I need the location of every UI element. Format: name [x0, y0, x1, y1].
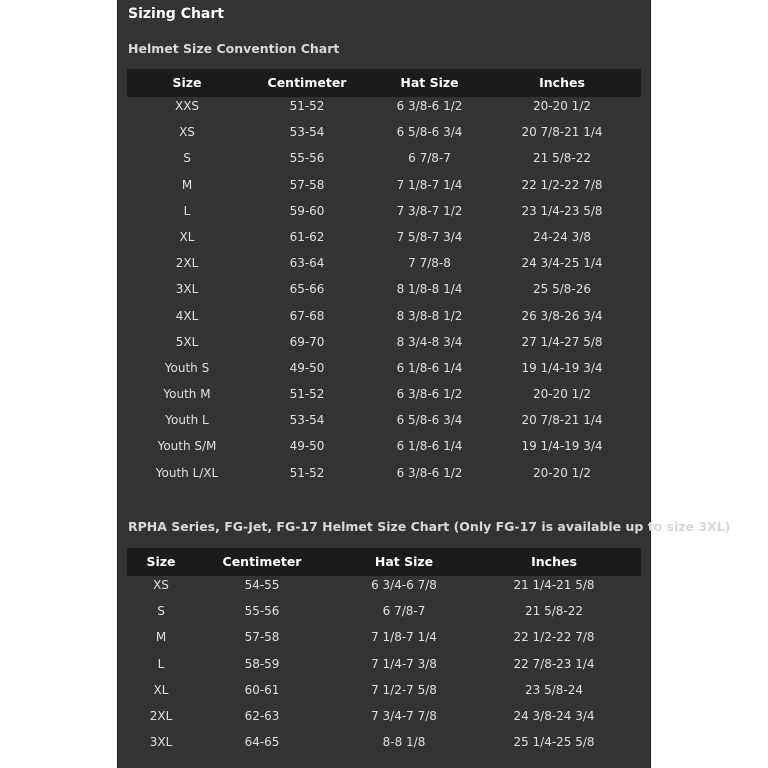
- cell-inches: 24-24 3/8: [533, 229, 591, 244]
- cell-inches: 27 1/4-27 5/8: [521, 334, 603, 349]
- table-row: [127, 149, 641, 175]
- cell-inches: 24 3/4-25 1/4: [521, 256, 603, 271]
- sizing-chart-panel: [117, 0, 731, 768]
- cell-inches: 23 5/8-24: [525, 682, 583, 697]
- page-title: Sizing Chart: [128, 6, 224, 22]
- cell-hat-size: 8 3/4-8 3/4: [396, 334, 463, 349]
- table-header: [127, 69, 641, 97]
- cell-centimeter: 53-54: [289, 413, 325, 428]
- cell-inches: 19 1/4-19 3/4: [521, 360, 603, 375]
- cell-inches: 24 3/8-24 3/4: [513, 708, 595, 723]
- cell-size: M: [155, 630, 167, 645]
- cell-size: S: [157, 604, 165, 619]
- cell-hat-size: 6 5/8-6 3/4: [396, 413, 463, 428]
- cell-size: 2XL: [149, 708, 173, 723]
- cell-hat-size: 8 1/8-8 1/4: [396, 282, 463, 297]
- cell-centimeter: 54-55: [244, 578, 280, 592]
- cell-inches: 21 1/4-21 5/8: [513, 578, 595, 592]
- table-row: [127, 437, 641, 463]
- table-body: [127, 97, 641, 490]
- cell-centimeter: 55-56: [289, 151, 325, 166]
- header-hat-size: Hat Size: [374, 554, 434, 569]
- cell-hat-size: 8 3/8-8 1/2: [396, 308, 463, 323]
- table-body: [127, 576, 641, 759]
- table-row: [127, 202, 641, 228]
- cell-hat-size: 6 3/8-6 1/2: [396, 99, 463, 113]
- cell-centimeter: 49-50: [289, 439, 325, 454]
- table-row: [127, 655, 641, 681]
- cell-inches: 22 1/2-22 7/8: [513, 630, 595, 645]
- cell-size: XS: [179, 125, 195, 140]
- table-row: [127, 411, 641, 437]
- cell-size: Youth S/M: [157, 439, 217, 454]
- cell-inches: 25 5/8-26: [533, 282, 591, 297]
- cell-hat-size: 6 5/8-6 3/4: [396, 125, 463, 140]
- table-row: [127, 681, 641, 707]
- cell-centimeter: 59-60: [289, 203, 325, 218]
- cell-centimeter: 62-63: [244, 708, 280, 723]
- cell-hat-size: 6 3/4-6 7/8: [371, 578, 437, 592]
- cell-centimeter: 55-56: [244, 604, 280, 619]
- header-centimeter: Centimeter: [267, 75, 347, 90]
- cell-inches: 23 1/4-23 5/8: [521, 203, 603, 218]
- cell-centimeter: 57-58: [289, 177, 325, 192]
- table-row: [127, 254, 641, 280]
- table-row: [127, 359, 641, 385]
- cell-size: 5XL: [175, 334, 199, 349]
- cell-hat-size: 6 1/8-6 1/4: [396, 439, 463, 454]
- cell-size: Youth S: [164, 360, 210, 375]
- cell-size: M: [181, 177, 193, 192]
- cell-centimeter: 51-52: [289, 99, 325, 113]
- rpha-size-chart-table: [127, 548, 641, 759]
- cell-size: L: [183, 203, 191, 218]
- cell-hat-size: 6 7/8-7: [408, 151, 451, 166]
- cell-inches: 20 7/8-21 1/4: [521, 125, 603, 140]
- cell-centimeter: 65-66: [289, 282, 325, 297]
- header-size: Size: [172, 75, 202, 90]
- cell-size: XS: [153, 578, 169, 592]
- cell-size: L: [157, 656, 165, 671]
- helmet-size-convention-table: [127, 69, 641, 490]
- rpha-size-chart-title: RPHA Series, FG-Jet, FG-17 Helmet Size Chart (Only FG-17 is available up to size 3XL): [128, 519, 731, 534]
- cell-hat-size: 7 1/4-7 3/8: [371, 656, 437, 671]
- cell-inches: 26 3/8-26 3/4: [521, 308, 603, 323]
- cell-hat-size: 6 3/8-6 1/2: [396, 387, 463, 402]
- cell-inches: 22 7/8-23 1/4: [513, 656, 595, 671]
- cell-centimeter: 51-52: [289, 387, 325, 402]
- cell-size: Youth L: [165, 413, 209, 428]
- cell-size: XL: [153, 682, 169, 697]
- cell-hat-size: 7 3/4-7 7/8: [371, 708, 437, 723]
- table-row: [127, 628, 641, 654]
- cell-inches: 20 7/8-21 1/4: [521, 413, 603, 428]
- cell-centimeter: 64-65: [244, 735, 280, 750]
- header-inches: Inches: [531, 554, 577, 569]
- header-centimeter: Centimeter: [222, 554, 302, 569]
- cell-hat-size: 8-8 1/8: [382, 735, 426, 750]
- cell-inches: 20-20 1/2: [533, 99, 591, 113]
- table-row: [127, 707, 641, 733]
- table-row: [127, 385, 641, 411]
- cell-hat-size: 6 1/8-6 1/4: [396, 360, 463, 375]
- cell-size: XL: [179, 229, 195, 244]
- table-row: [127, 602, 641, 628]
- cell-inches: 20-20 1/2: [533, 387, 591, 402]
- cell-inches: 19 1/4-19 3/4: [521, 439, 603, 454]
- cell-hat-size: 6 7/8-7: [382, 604, 426, 619]
- cell-hat-size: 6 3/8-6 1/2: [396, 465, 463, 480]
- cell-hat-size: 7 7/8-8: [408, 256, 451, 271]
- cell-inches: 21 5/8-22: [525, 604, 583, 619]
- cell-centimeter: 61-62: [289, 229, 325, 244]
- header-inches: Inches: [539, 75, 585, 90]
- header-hat-size: Hat Size: [400, 75, 459, 90]
- cell-hat-size: 7 1/2-7 5/8: [371, 682, 437, 697]
- cell-size: S: [183, 151, 191, 166]
- table-row: [127, 576, 641, 602]
- cell-size: 3XL: [149, 735, 173, 750]
- table-row: [127, 307, 641, 333]
- cell-size: Youth L/XL: [155, 465, 219, 480]
- cell-size: 4XL: [175, 308, 199, 323]
- table-row: [127, 97, 641, 123]
- cell-inches: 20-20 1/2: [533, 465, 591, 480]
- cell-centimeter: 51-52: [289, 465, 325, 480]
- cell-size: XXS: [174, 99, 200, 113]
- cell-centimeter: 58-59: [244, 656, 280, 671]
- cell-centimeter: 53-54: [289, 125, 325, 140]
- table-row: [127, 464, 641, 490]
- table-row: [127, 123, 641, 149]
- cell-centimeter: 57-58: [244, 630, 280, 645]
- table-row: [127, 733, 641, 759]
- table-row: [127, 280, 641, 306]
- cell-hat-size: 7 1/8-7 1/4: [371, 630, 437, 645]
- table-row: [127, 228, 641, 254]
- cell-size: 2XL: [175, 256, 199, 271]
- cell-inches: 21 5/8-22: [533, 151, 591, 166]
- helmet-size-convention-title: Helmet Size Convention Chart: [128, 41, 340, 56]
- cell-centimeter: 69-70: [289, 334, 325, 349]
- cell-centimeter: 63-64: [289, 256, 325, 271]
- table-row: [127, 333, 641, 359]
- cell-size: Youth M: [163, 387, 211, 402]
- cell-hat-size: 7 5/8-7 3/4: [396, 229, 463, 244]
- header-size: Size: [146, 554, 176, 569]
- cell-inches: 25 1/4-25 5/8: [513, 735, 595, 750]
- cell-hat-size: 7 1/8-7 1/4: [396, 177, 463, 192]
- cell-centimeter: 49-50: [289, 360, 325, 375]
- cell-centimeter: 60-61: [244, 682, 280, 697]
- cell-inches: 22 1/2-22 7/8: [521, 177, 603, 192]
- cell-size: 3XL: [175, 282, 199, 297]
- cell-hat-size: 7 3/8-7 1/2: [396, 203, 463, 218]
- table-row: [127, 176, 641, 202]
- table-header: [127, 548, 641, 576]
- cell-centimeter: 67-68: [289, 308, 325, 323]
